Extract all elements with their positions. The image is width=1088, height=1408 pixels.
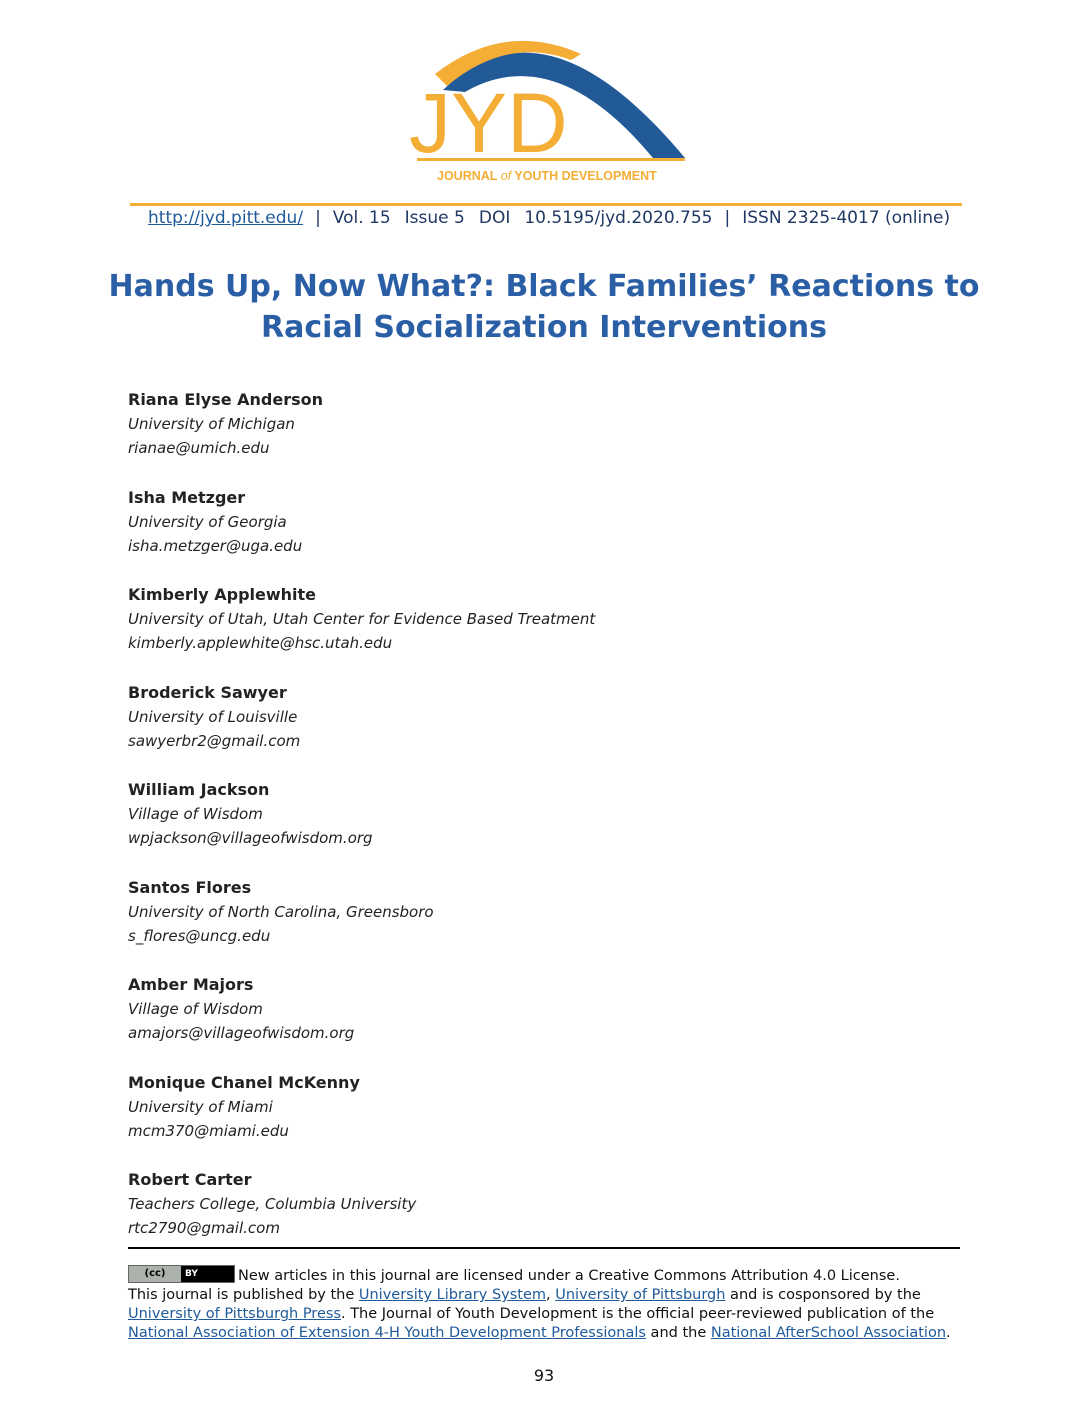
publication-meta — [148, 208, 951, 228]
issn: ISSN 2325-4017 (online) — [742, 208, 951, 228]
publisher-text: . — [946, 1325, 951, 1341]
author-affiliation: Village of Wisdom — [128, 805, 263, 823]
publisher-text: This journal is published by the — [128, 1287, 359, 1303]
publisher-text: and is cosponsored by the — [725, 1287, 921, 1303]
author-email[interactable]: s_flores@uncg.edu — [128, 926, 271, 945]
cc-badge-right: BY — [185, 1269, 198, 1279]
author-name: Santos Flores — [128, 877, 252, 897]
author-list — [128, 388, 828, 1266]
author-name: Kimberly Applewhite — [128, 585, 317, 604]
jyd-logo-graphic — [395, 30, 695, 190]
author-entry — [128, 778, 828, 876]
article-title — [100, 266, 988, 348]
publisher-text: , — [546, 1287, 556, 1303]
author-affiliation: Village of Wisdom — [128, 1000, 263, 1018]
author-affiliation: University of Michigan — [128, 415, 295, 433]
author-affiliation: Teachers College, Columbia University — [128, 1195, 417, 1213]
journal-logo — [395, 30, 695, 190]
author-email[interactable]: isha.metzger@uga.edu — [128, 536, 303, 555]
logo-tagline: JOURNAL of YOUTH DEVELOPMENT — [437, 169, 657, 183]
logo-letters: JYD — [409, 76, 568, 170]
author-email[interactable]: rianae@umich.edu — [128, 439, 270, 457]
naa-link[interactable]: National AfterSchool Association — [710, 1325, 947, 1341]
footer-rule — [128, 1247, 960, 1249]
license-block — [128, 1265, 968, 1343]
author-affiliation: University of Utah, Utah Center for Evidence Based Treatment — [128, 610, 596, 628]
author-entry — [128, 388, 828, 486]
title-line-1: Hands Up, Now What?: Black Families’ Reactions to — [108, 269, 980, 304]
page-number: 93 — [533, 1366, 555, 1385]
publisher-text: . The Journal of Youth Development is the official peer-reviewed publication of the — [340, 1306, 935, 1322]
nae4-ha-link[interactable]: National Association of Extension 4-H Youth Development Professionals — [128, 1325, 646, 1341]
uls-link[interactable]: University Library System — [358, 1287, 547, 1303]
author-entry — [128, 583, 828, 681]
pitt-link[interactable]: University of Pittsburgh — [555, 1287, 726, 1303]
title-line-2: Racial Socialization Interventions — [261, 310, 827, 345]
author-email[interactable]: amajors@villageofwisdom.org — [128, 1024, 355, 1042]
author-name: William Jackson — [128, 780, 270, 799]
pitt-press-link[interactable]: University of Pittsburgh Press — [128, 1306, 341, 1322]
author-affiliation: University of North Carolina, Greensboro — [128, 902, 434, 921]
author-affiliation: University of Miami — [128, 1097, 273, 1116]
author-email[interactable]: wpjackson@villageofwisdom.org — [128, 829, 373, 847]
author-name: Robert Carter — [128, 1170, 252, 1189]
meta-separator: | — [724, 208, 731, 228]
author-affiliation: University of Georgia — [128, 512, 287, 531]
author-entry — [128, 486, 828, 584]
meta-separator: | — [315, 208, 321, 228]
author-affiliation: University of Louisville — [128, 707, 298, 726]
author-entry — [128, 1168, 828, 1266]
author-email[interactable]: rtc2790@gmail.com — [128, 1219, 280, 1237]
author-name: Amber Majors — [128, 975, 254, 994]
author-email[interactable]: kimberly.applewhite@hsc.utah.edu — [128, 634, 393, 652]
author-email[interactable]: sawyerbr2@gmail.com — [128, 731, 301, 750]
publisher-text: and the — [645, 1325, 711, 1341]
cc-by-badge-icon[interactable] — [128, 1265, 235, 1283]
author-entry — [128, 681, 828, 779]
author-name: Isha Metzger — [128, 487, 246, 507]
author-entry — [128, 1071, 828, 1169]
journal-url-link[interactable]: http://jyd.pitt.edu/ — [148, 208, 304, 228]
author-name: Monique Chanel McKenny — [128, 1072, 360, 1092]
author-email[interactable]: mcm370@miami.edu — [128, 1121, 289, 1140]
issue: Issue 5 — [404, 208, 465, 228]
doi: 10.5195/jyd.2020.755 — [524, 208, 713, 228]
license-line: New articles in this journal are licensed under a Creative Commons Attribution 4.0 License. — [238, 1268, 900, 1284]
doi-label: DOI — [478, 208, 511, 228]
author-name: Riana Elyse Anderson — [128, 390, 324, 409]
cc-badge-left: (cc) — [129, 1266, 181, 1282]
volume: Vol. 15 — [332, 208, 391, 228]
author-entry — [128, 973, 828, 1071]
author-entry — [128, 876, 828, 974]
author-name: Broderick Sawyer — [128, 682, 287, 702]
header-rule — [130, 203, 962, 206]
